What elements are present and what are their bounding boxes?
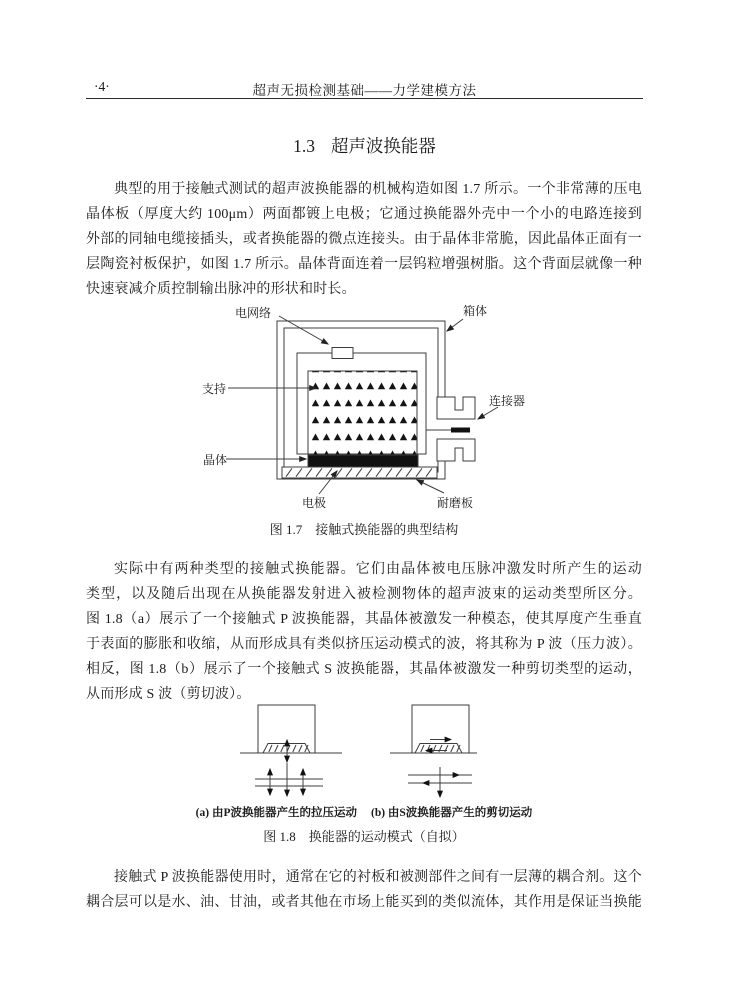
subcaption-a: (a) 由P波换能器产生的拉压运动	[195, 807, 357, 819]
backing-block	[308, 371, 417, 455]
figure-1-8	[180, 695, 550, 800]
running-title: 超声无损检测基础——力学建模方法	[252, 83, 477, 98]
paragraph-1	[86, 177, 642, 302]
text-line: 典型的用于接触式测试的超声波换能器的机械构造如图 1.7 所示。一个非常薄的压电	[114, 182, 642, 197]
figure-1-7	[180, 300, 550, 515]
text-line: 外部的同轴电缆接插头，或者换能器的微点连接头。由于晶体非常脆，因此晶体正面有一	[86, 232, 642, 247]
label-case: 箱体	[463, 304, 488, 318]
label-electrical-network: 电网络	[235, 306, 272, 320]
paragraph-2	[86, 557, 642, 707]
text-line: 类型，以及随后出现在从换能器发射进入被检测物体的超声波束的运动类型所区分。	[86, 587, 642, 602]
text-line: 实际中有两种类型的接触式换能器。它们由晶体被电压脉冲激发时所产生的运动	[114, 562, 642, 577]
figure-1-7-caption: 图 1.7 接触式换能器的典型结构	[269, 522, 459, 537]
text-line: 相反，图 1.8（b）展示了一个接触式 S 波换能器，其晶体被激发一种剪切类型的运动，	[86, 662, 642, 677]
connector-pin	[451, 428, 470, 433]
text-line: 接触式 P 波换能器使用时，通常在它的衬板和被测部件之间有一层薄的耦合剂。这个	[114, 870, 642, 885]
text-line: 晶体板（厚度大约 100μm）两面都镀上电极；它通过换能器外壳中一个小的电路连接到	[86, 207, 642, 222]
p-wave-sketch	[240, 705, 342, 796]
section-heading	[0, 133, 729, 158]
text-line: 快速衰减介质控制输出脉冲的形状和时长。	[86, 282, 356, 297]
paragraph-3	[86, 865, 642, 915]
motion-modes-diagram	[180, 695, 550, 800]
text-line: 耦合层可以是水、油、甘油，或者其他在市场上能买到的类似流体，其作用是保证当换能	[86, 895, 642, 910]
label-electrode: 电极	[302, 496, 327, 510]
network-component	[332, 348, 353, 359]
page-number: ·4·	[94, 79, 110, 94]
figure-1-8-subcaptions	[86, 804, 642, 820]
crystal-bar	[308, 455, 418, 467]
label-backing: 支持	[202, 382, 227, 396]
label-connector: 连接器	[489, 394, 526, 408]
section-number: 1.3	[293, 136, 315, 156]
label-wear-plate: 耐磨板	[437, 496, 474, 510]
section-title: 超声波换能器	[330, 136, 436, 156]
connector-bottom	[437, 439, 475, 461]
text-line: 从而形成 S 波（剪切波）。	[86, 687, 251, 702]
figure-1-8-caption: 图 1.8 换能器的运动模式（自拟）	[263, 829, 465, 844]
text-line: 于表面的膨胀和收缩，从而形成具有类似挤压运动模式的波，将其称为 P 波（压力波）。	[86, 637, 642, 652]
s-wave-sketch	[390, 705, 477, 797]
text-line: 层陶瓷衬板保护，如图 1.7 所示。晶体背面连着一层钨粒增强树脂。这个背面层就像一种	[86, 257, 642, 272]
subcaption-b: (b) 由S波换能器产生的剪切运动	[370, 807, 533, 819]
text-line: 图 1.8（a）展示了一个接触式 P 波换能器，其晶体被激发一种模态，使其厚度产生垂直	[86, 612, 642, 627]
connector-top	[437, 397, 475, 419]
header-rule	[86, 98, 643, 99]
label-crystal: 晶体	[203, 453, 228, 467]
